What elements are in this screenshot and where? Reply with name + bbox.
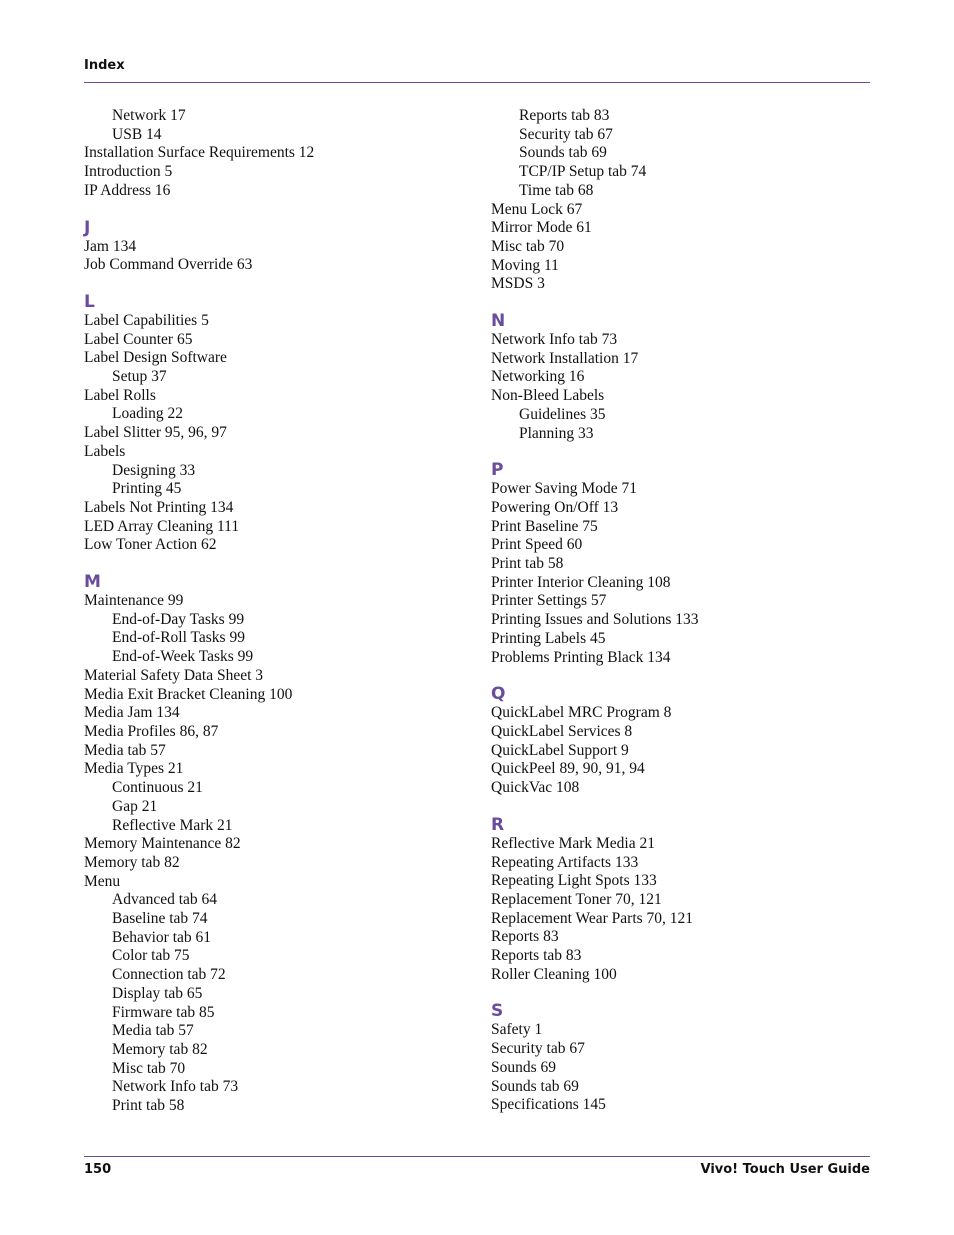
index-letter-heading: M	[84, 572, 101, 593]
index-entry: Menu	[84, 872, 121, 890]
index-entry: Media Exit Bracket Cleaning 100	[84, 685, 293, 703]
index-letter-heading: L	[84, 291, 95, 312]
index-subentry: Loading 22	[112, 405, 184, 423]
index-subentry: Setup 37	[112, 368, 167, 386]
index-entry: Replacement Wear Parts 70, 121	[491, 909, 694, 927]
index-entry: Low Toner Action 62	[84, 536, 217, 554]
index-subentry: USB 14	[112, 125, 162, 143]
index-entry: Misc tab 70	[491, 237, 565, 255]
index-entry: QuickLabel MRC Program 8	[491, 704, 672, 722]
footer-rule	[84, 1156, 870, 1157]
index-entry: Maintenance 99	[84, 592, 184, 610]
index-entry: Memory Maintenance 82	[84, 835, 241, 853]
index-entry: Power Saving Mode 71	[491, 480, 637, 498]
index-entry: Repeating Artifacts 133	[491, 853, 639, 871]
index-subentry: Display tab 65	[112, 984, 203, 1002]
index-subentry: End-of-Roll Tasks 99	[112, 629, 245, 647]
index-subentry: Designing 33	[112, 461, 196, 479]
index-subentry: Baseline tab 74	[112, 910, 208, 928]
index-entry: Label Rolls	[84, 386, 156, 404]
index-letter-heading: J	[84, 217, 91, 238]
page-number: 150	[84, 1162, 112, 1177]
index-entry: Network Info tab 73	[491, 331, 618, 349]
index-entry: Printer Interior Cleaning 108	[491, 573, 671, 591]
index-subentry: Network Info tab 73	[112, 1078, 239, 1096]
index-column-right	[491, 107, 871, 1115]
index-entry: Moving 11	[491, 256, 559, 274]
index-entry: QuickLabel Support 9	[491, 741, 629, 759]
index-entry: Material Safety Data Sheet 3	[84, 666, 264, 684]
index-subentry: Color tab 75	[112, 947, 190, 965]
index-subentry: Printing 45	[112, 480, 182, 498]
index-entry: Memory tab 82	[84, 853, 180, 871]
index-entry: Printing Issues and Solutions 133	[491, 611, 699, 629]
index-subentry: Time tab 68	[519, 181, 594, 199]
index-entry: QuickPeel 89, 90, 91, 94	[491, 760, 645, 778]
index-entry: Reports 83	[491, 928, 559, 946]
index-entry: Replacement Toner 70, 121	[491, 890, 662, 908]
index-letter-heading: S	[491, 1001, 504, 1022]
index-entry: Print Baseline 75	[491, 517, 598, 535]
index-entry: Printer Settings 57	[491, 592, 607, 610]
index-letter-heading: P	[491, 460, 504, 481]
index-entry: Reflective Mark Media 21	[491, 834, 655, 852]
index-letter-heading: R	[491, 814, 505, 835]
index-entry: Jam 134	[84, 237, 137, 255]
index-subentry: Behavior tab 61	[112, 928, 212, 946]
index-entry: Label Design Software	[84, 349, 227, 367]
index-subentry: Guidelines 35	[519, 405, 606, 423]
index-entry: Reports tab 83	[491, 947, 582, 965]
index-entry: Safety 1	[491, 1021, 543, 1039]
index-subentry: End-of-Week Tasks 99	[112, 648, 254, 666]
index-entry: QuickVac 108	[491, 779, 580, 797]
index-entry: Powering On/Off 13	[491, 498, 619, 516]
header-rule	[84, 82, 870, 83]
index-subentry: Connection tab 72	[112, 966, 226, 984]
index-subentry: Sounds tab 69	[519, 144, 607, 162]
index-entry: Media tab 57	[84, 741, 166, 759]
index-entry: Label Slitter 95, 96, 97	[84, 424, 227, 442]
index-subentry: Media tab 57	[112, 1022, 194, 1040]
index-entry: Labels Not Printing 134	[84, 498, 234, 516]
index-entry: Repeating Light Spots 133	[491, 872, 657, 890]
index-entry: Non-Bleed Labels	[491, 387, 605, 405]
index-entry: Mirror Mode 61	[491, 219, 592, 237]
index-subentry: End-of-Day Tasks 99	[112, 610, 245, 628]
index-subentry: Firmware tab 85	[112, 1003, 215, 1021]
index-entry: Installation Surface Requirements 12	[84, 144, 315, 162]
index-subentry: Memory tab 82	[112, 1040, 208, 1058]
index-entry: Specifications 145	[491, 1096, 606, 1114]
index-subentry: Misc tab 70	[112, 1059, 186, 1077]
index-entry: Menu Lock 67	[491, 200, 583, 218]
index-subentry: Network 17	[112, 107, 186, 124]
index-column-left	[84, 107, 464, 1116]
index-subentry: Advanced tab 64	[112, 891, 218, 909]
index-letter-heading: Q	[491, 684, 506, 705]
index-entry: Printing Labels 45	[491, 629, 606, 647]
index-subentry: Continuous 21	[112, 779, 203, 797]
index-entry: Media Jam 134	[84, 704, 180, 722]
index-subentry: Reflective Mark 21	[112, 816, 233, 834]
index-letter-heading: N	[491, 311, 506, 332]
index-subentry: Gap 21	[112, 797, 158, 815]
running-header: Index	[84, 58, 125, 73]
index-subentry: Print tab 58	[112, 1097, 185, 1115]
index-entry: Network Installation 17	[491, 349, 639, 367]
index-entry: Labels	[84, 442, 126, 460]
index-entry: Sounds tab 69	[491, 1077, 579, 1095]
index-entry: Introduction 5	[84, 163, 173, 181]
index-entry: LED Array Cleaning 111	[84, 517, 240, 535]
index-subentry: Reports tab 83	[519, 107, 610, 124]
index-entry: IP Address 16	[84, 181, 171, 199]
index-entry: Problems Printing Black 134	[491, 648, 671, 666]
index-entry: Security tab 67	[491, 1040, 585, 1058]
index-entry: Label Capabilities 5	[84, 311, 209, 329]
index-entry: QuickLabel Services 8	[491, 722, 633, 740]
index-entry: MSDS 3	[491, 275, 545, 293]
guide-title: Vivo! Touch User Guide	[700, 1162, 870, 1177]
index-entry: Label Counter 65	[84, 330, 193, 348]
index-entry: Print Speed 60	[491, 536, 583, 554]
index-subentry: Security tab 67	[519, 125, 613, 143]
index-entry: Networking 16	[491, 368, 585, 386]
index-entry: Job Command Override 63	[84, 256, 253, 274]
index-entry: Print tab 58	[491, 555, 564, 573]
index-entry: Sounds 69	[491, 1058, 557, 1076]
index-entry: Media Profiles 86, 87	[84, 722, 219, 740]
index-subentry: Planning 33	[519, 424, 594, 442]
index-entry: Roller Cleaning 100	[491, 965, 617, 983]
index-entry: Media Types 21	[84, 760, 184, 778]
index-subentry: TCP/IP Setup tab 74	[519, 163, 647, 181]
